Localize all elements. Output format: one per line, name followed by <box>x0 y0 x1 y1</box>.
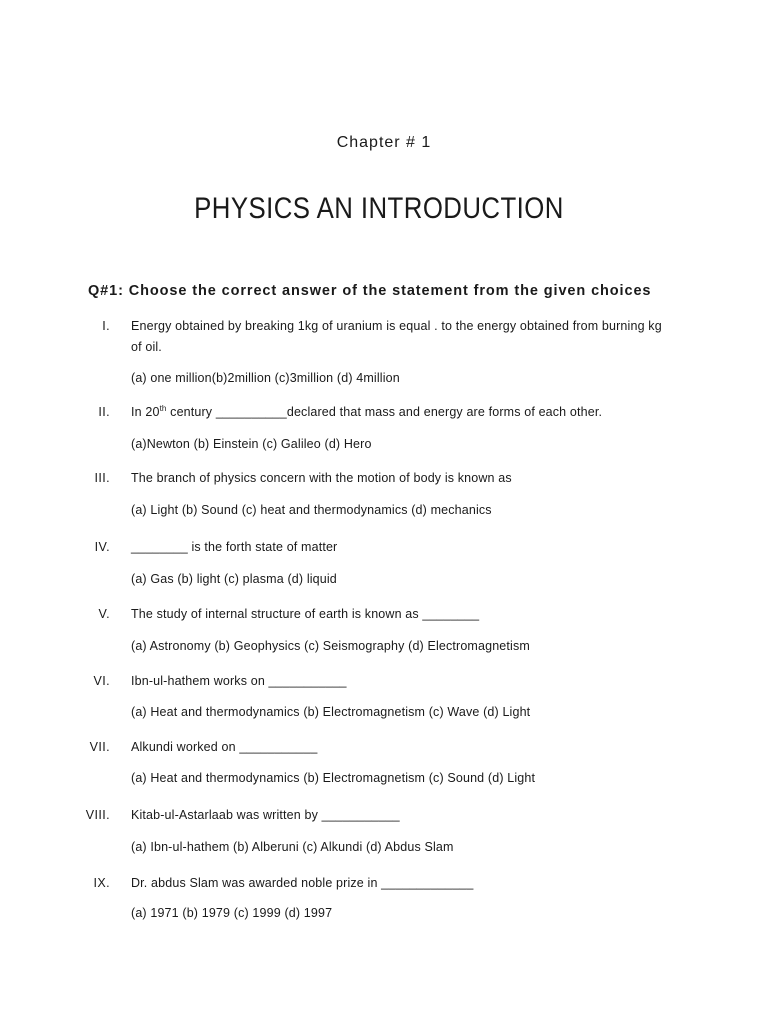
question-numeral: IV. <box>94 540 110 554</box>
question-heading: Q#1: Choose the correct answer of the statement from the given choices <box>88 283 652 299</box>
question-statement: Kitab-ul-Astarlaab was written by ___________ <box>131 808 400 822</box>
page-title: PHYSICS AN INTRODUCTION <box>194 192 564 225</box>
question-choices: (a) Heat and thermodynamics (b) Electromagnetism (c) Wave (d) Light <box>131 705 531 719</box>
question-choices: (a) one million(b)2million (c)3million (d) 4million <box>131 371 400 385</box>
question-numeral: III. <box>94 471 110 485</box>
question-statement: Ibn-ul-hathem works on ___________ <box>131 674 347 688</box>
question-choices: (a)Newton (b) Einstein (c) Galileo (d) Hero <box>131 437 372 451</box>
statement-superscript: th <box>159 403 167 413</box>
question-statement: The branch of physics concern with the motion of body is known as <box>131 471 512 485</box>
question-numeral: VI. <box>93 674 110 688</box>
question-choices: (a) Ibn-ul-hathem (b) Alberuni (c) Alkundi (d) Abdus Slam <box>131 840 454 854</box>
statement-text: In 20 <box>131 405 160 419</box>
question-choices: (a) Astronomy (b) Geophysics (c) Seismography (d) Electromagnetism <box>131 639 530 653</box>
question-numeral: VII. <box>89 740 110 754</box>
question-choices: (a) Gas (b) light (c) plasma (d) liquid <box>131 572 337 586</box>
question-statement: Dr. abdus Slam was awarded noble prize in _____________ <box>131 876 474 890</box>
question-choices: (a) Light (b) Sound (c) heat and thermodynamics (d) mechanics <box>131 503 492 517</box>
question-choices: (a) Heat and thermodynamics (b) Electromagnetism (c) Sound (d) Light <box>131 771 536 785</box>
question-statement <box>131 402 671 423</box>
question-statement: The study of internal structure of earth is known as ________ <box>131 607 480 621</box>
question-numeral: VIII. <box>85 808 110 822</box>
question-numeral: IX. <box>93 876 110 890</box>
question-statement: Alkundi worked on ___________ <box>131 740 318 754</box>
question-choices: (a) 1971 (b) 1979 (c) 1999 (d) 1997 <box>131 906 333 920</box>
statement-text: century __________declared that mass and energy are forms of each other. <box>166 405 603 419</box>
question-numeral: II. <box>98 405 110 419</box>
question-statement: Energy obtained by breaking 1kg of uranium is equal . to the energy obtained from burning kg of oil. <box>131 319 662 354</box>
question-statement: ________ is the forth state of matter <box>131 540 338 554</box>
question-numeral: V. <box>98 607 110 621</box>
chapter-label: Chapter # 1 <box>336 134 432 151</box>
question-numeral: I. <box>102 319 110 333</box>
